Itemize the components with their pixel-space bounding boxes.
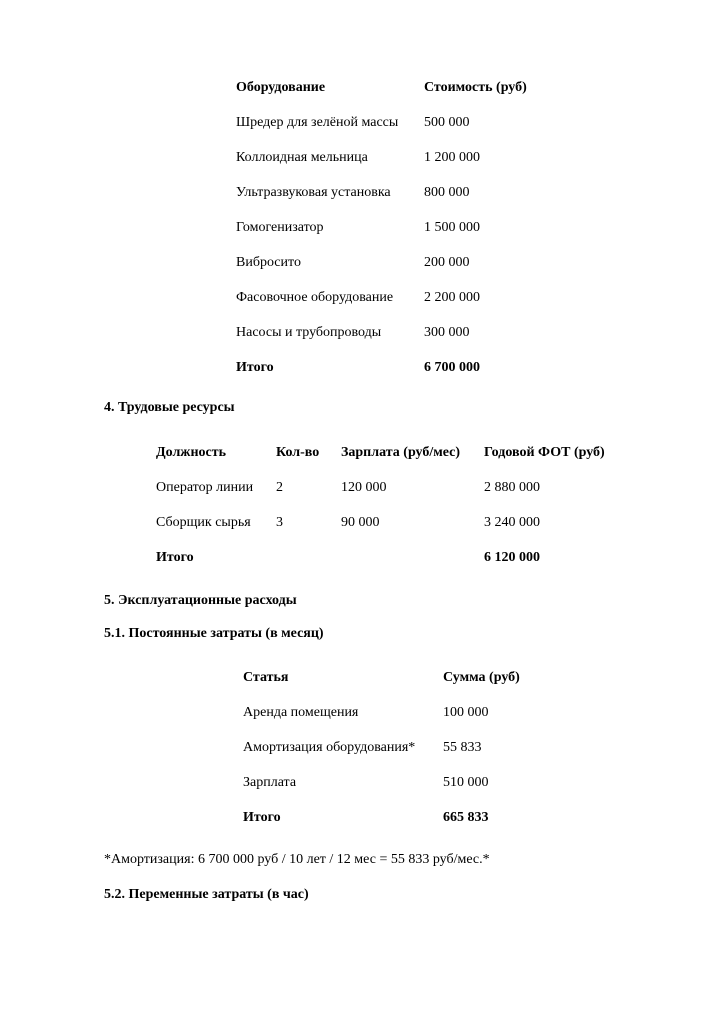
table-row bbox=[243, 695, 563, 730]
table-row bbox=[236, 280, 554, 315]
equipment-cost: 2 200 000 bbox=[424, 290, 480, 305]
column-header: Кол-во bbox=[276, 445, 320, 460]
section-5-1-heading: 5.1. Постоянные затраты (в месяц) bbox=[104, 626, 324, 641]
table-total-row bbox=[156, 540, 629, 575]
column-header: Годовой ФОТ (руб) bbox=[484, 445, 605, 460]
fixed-costs-table bbox=[243, 660, 563, 835]
equipment-cost: 1 500 000 bbox=[424, 220, 480, 235]
equipment-name: Фасовочное оборудование bbox=[236, 290, 394, 305]
column-header: Зарплата (руб/мес) bbox=[341, 445, 461, 460]
empty-cell bbox=[341, 540, 484, 575]
table-header-row bbox=[236, 70, 554, 105]
column-header: Стоимость (руб) bbox=[424, 80, 527, 95]
table-row bbox=[156, 505, 629, 540]
equipment-name: Насосы и трубопроводы bbox=[236, 325, 382, 340]
amortization-footnote: *Амортизация: 6 700 000 руб / 10 лет / 12 мес = 55 833 руб/мес.* bbox=[104, 852, 490, 867]
table-row bbox=[243, 765, 563, 800]
section-5-2-heading: 5.2. Переменные затраты (в час) bbox=[104, 887, 309, 902]
column-header: Оборудование bbox=[236, 80, 326, 95]
annual-payroll: 3 240 000 bbox=[484, 515, 540, 530]
monthly-salary: 90 000 bbox=[341, 515, 380, 530]
cost-amount: 55 833 bbox=[443, 740, 482, 755]
equipment-cost: 500 000 bbox=[424, 115, 470, 130]
position-name: Сборщик сырья bbox=[156, 515, 251, 530]
annual-payroll: 2 880 000 bbox=[484, 480, 540, 495]
table-row bbox=[236, 105, 554, 140]
equipment-cost: 200 000 bbox=[424, 255, 470, 270]
table-total-row bbox=[243, 800, 563, 835]
total-value: 6 120 000 bbox=[484, 550, 540, 565]
total-label: Итого bbox=[243, 810, 281, 825]
total-label: Итого bbox=[236, 360, 274, 375]
table-row bbox=[236, 140, 554, 175]
table-row bbox=[236, 175, 554, 210]
empty-cell bbox=[276, 540, 341, 575]
equipment-name: Шредер для зелёной массы bbox=[236, 115, 399, 130]
monthly-salary: 120 000 bbox=[341, 480, 387, 495]
cost-amount: 510 000 bbox=[443, 775, 489, 790]
table-row bbox=[236, 315, 554, 350]
position-name: Оператор линии bbox=[156, 480, 254, 495]
column-header: Сумма (руб) bbox=[443, 670, 520, 685]
total-label: Итого bbox=[156, 550, 194, 565]
cost-item: Аренда помещения bbox=[243, 705, 359, 720]
total-value: 6 700 000 bbox=[424, 360, 480, 375]
labor-resources-table bbox=[156, 435, 629, 575]
equipment-cost: 800 000 bbox=[424, 185, 470, 200]
table-total-row bbox=[236, 350, 554, 385]
table-row bbox=[236, 245, 554, 280]
equipment-name: Вибросито bbox=[236, 255, 301, 270]
table-row bbox=[156, 470, 629, 505]
table-row bbox=[243, 730, 563, 765]
table-row bbox=[236, 210, 554, 245]
headcount: 3 bbox=[276, 515, 283, 530]
equipment-cost: 1 200 000 bbox=[424, 150, 480, 165]
table-header-row bbox=[243, 660, 563, 695]
equipment-name: Гомогенизатор bbox=[236, 220, 324, 235]
equipment-name: Коллоидная мельница bbox=[236, 150, 368, 165]
headcount: 2 bbox=[276, 480, 283, 495]
equipment-cost-table bbox=[236, 70, 554, 385]
equipment-cost: 300 000 bbox=[424, 325, 470, 340]
cost-amount: 100 000 bbox=[443, 705, 489, 720]
section-5-heading: 5. Эксплуатационные расходы bbox=[104, 593, 297, 608]
table-header-row bbox=[156, 435, 629, 470]
column-header: Статья bbox=[243, 670, 289, 685]
equipment-name: Ультразвуковая установка bbox=[236, 185, 391, 200]
column-header: Должность bbox=[156, 445, 227, 460]
section-4-heading: 4. Трудовые ресурсы bbox=[104, 400, 235, 415]
cost-item: Амортизация оборудования* bbox=[243, 740, 416, 755]
total-value: 665 833 bbox=[443, 810, 489, 825]
cost-item: Зарплата bbox=[243, 775, 297, 790]
